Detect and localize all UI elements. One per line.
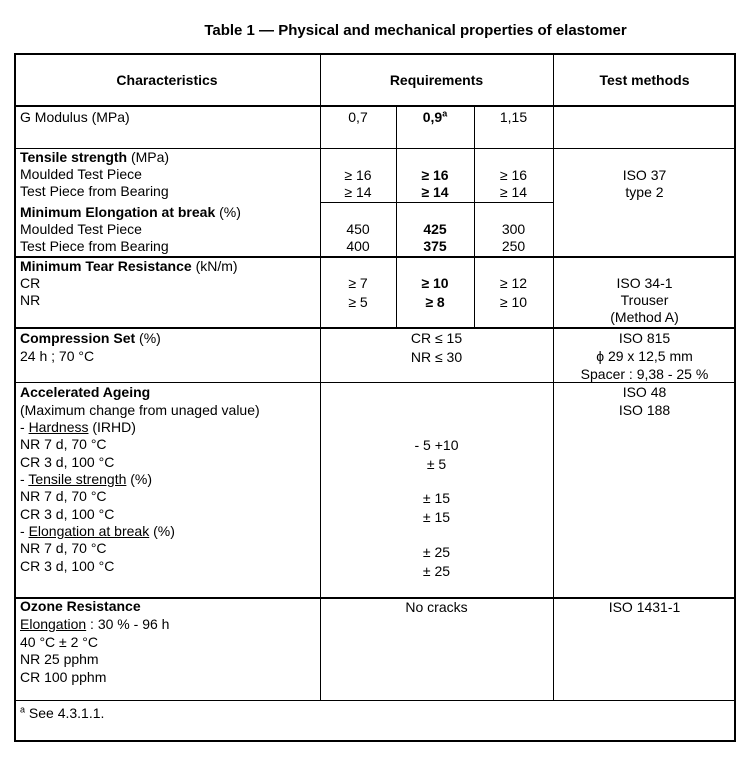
tear-rule [14, 327, 736, 329]
elongation-bearing-label: Test Piece from Bearing [20, 238, 169, 254]
ageing-tensile-heading: - Tensile strength (%) [20, 471, 153, 487]
header-requirements: Requirements [389, 72, 484, 88]
ozone-elongation: Elongation : 30 % - 96 h [20, 616, 170, 632]
ageing-hardness-heading: - Hardness (IRHD) [20, 419, 136, 435]
compression-method-1: ISO 815 [618, 330, 671, 346]
ozone-title: Ozone Resistance [20, 598, 141, 614]
ozone-requirement: No cracks [405, 599, 468, 615]
ageing-nr-hardness: NR 7 d, 70 °C [20, 436, 107, 452]
compression-cr: CR ≤ 15 [410, 330, 463, 346]
ageing-nr-elongation: NR 7 d, 70 °C [20, 540, 107, 556]
ageing-value-nr-hardness: - 5 +10 [414, 437, 459, 453]
ageing-cr-hardness: CR 3 d, 100 °C [20, 454, 115, 470]
tensile-bearing-low: ≥ 14 [344, 184, 372, 200]
tear-method-2: Trouser [620, 292, 669, 308]
ozone-rule [14, 700, 736, 701]
elongation-bearing-high: 250 [501, 238, 526, 254]
tensile-elongation-rule [320, 202, 553, 203]
elongation-moulded-high: 300 [501, 221, 526, 237]
tear-title: Minimum Tear Resistance (kN/m) [20, 258, 238, 274]
tensile-method-1: ISO 37 [622, 167, 667, 183]
ageing-value-nr-tensile: ± 15 [422, 490, 451, 506]
compression-nr: NR ≤ 30 [410, 349, 463, 365]
tensile-bearing-label: Test Piece from Bearing [20, 183, 169, 199]
compression-title: Compression Set (%) [20, 330, 161, 346]
elongation-moulded-low: 450 [346, 221, 370, 237]
tear-cr-low: ≥ 7 [348, 275, 368, 291]
g-modulus-high: 1,15 [499, 109, 528, 125]
tear-cr-label: CR [20, 275, 41, 291]
tensile-moulded-high: ≥ 16 [499, 167, 528, 183]
ageing-cr-tensile: CR 3 d, 100 °C [20, 506, 115, 522]
ageing-method-1: ISO 48 [622, 384, 667, 400]
elongation-moulded-mid: 425 [423, 221, 447, 237]
ageing-value-cr-tensile: ± 15 [422, 509, 451, 525]
ageing-value-cr-hardness: ± 5 [426, 456, 447, 472]
compression-method-3: Spacer : 9,38 - 25 % [580, 366, 709, 382]
tear-nr-mid: ≥ 8 [425, 294, 445, 310]
ageing-subtitle: (Maximum change from unaged value) [20, 402, 260, 418]
header-characteristics: Characteristics [116, 72, 218, 88]
g-modulus-low: 0,7 [348, 109, 368, 125]
header-test-methods: Test methods [599, 72, 690, 88]
ageing-cr-elongation: CR 3 d, 100 °C [20, 558, 115, 574]
compression-method-2: ϕ 29 x 12,5 mm [596, 348, 693, 364]
elongation-title: Minimum Elongation at break (%) [20, 204, 241, 220]
elongation-moulded-label: Moulded Test Piece [20, 221, 142, 237]
g-modulus-label: G Modulus (MPa) [20, 109, 130, 125]
ozone-temperature: 40 °C ± 2 °C [20, 634, 99, 650]
compression-condition: 24 h ; 70 °C [20, 348, 95, 364]
tear-cr-mid: ≥ 10 [421, 275, 449, 291]
g-modulus-mid: 0,9$^a$ [422, 108, 448, 125]
ageing-value-cr-elongation: ± 25 [422, 563, 451, 579]
tensile-bearing-mid: ≥ 14 [421, 184, 449, 200]
ageing-elongation-heading: - Elongation at break (%) [20, 523, 175, 539]
tensile-moulded-mid: ≥ 16 [421, 167, 449, 183]
ageing-method-2: ISO 188 [618, 402, 671, 418]
tensile-moulded-low: ≥ 16 [344, 167, 372, 183]
tensile-bearing-high: ≥ 14 [499, 184, 528, 200]
ageing-title: Accelerated Ageing [20, 384, 151, 400]
ageing-value-nr-elongation: ± 25 [422, 544, 451, 560]
ageing-nr-tensile: NR 7 d, 70 °C [20, 488, 107, 504]
tear-nr-high: ≥ 10 [499, 294, 528, 310]
tensile-title: Tensile strength (MPa) [20, 149, 170, 165]
tear-cr-high: ≥ 12 [499, 275, 528, 291]
tensile-moulded-label: Moulded Test Piece [20, 166, 142, 182]
ozone-cr: CR 100 pphm [20, 669, 107, 685]
tensile-method-2: type 2 [625, 184, 664, 200]
tear-method-1: ISO 34-1 [616, 275, 673, 291]
header-rule [14, 105, 736, 107]
elongation-bearing-mid: 375 [423, 238, 447, 254]
tear-nr-label: NR [20, 292, 41, 308]
tear-method-3: (Method A) [610, 309, 679, 325]
ozone-nr: NR 25 pphm [20, 651, 99, 667]
elongation-bearing-low: 400 [346, 238, 370, 254]
footnote: $^a$ See 4.3.1.1. [20, 704, 105, 721]
tear-nr-low: ≥ 5 [348, 294, 368, 310]
ozone-method: ISO 1431-1 [608, 599, 681, 615]
table-title: Table 1 — Physical and mechanical properties of elastomer [204, 22, 627, 39]
